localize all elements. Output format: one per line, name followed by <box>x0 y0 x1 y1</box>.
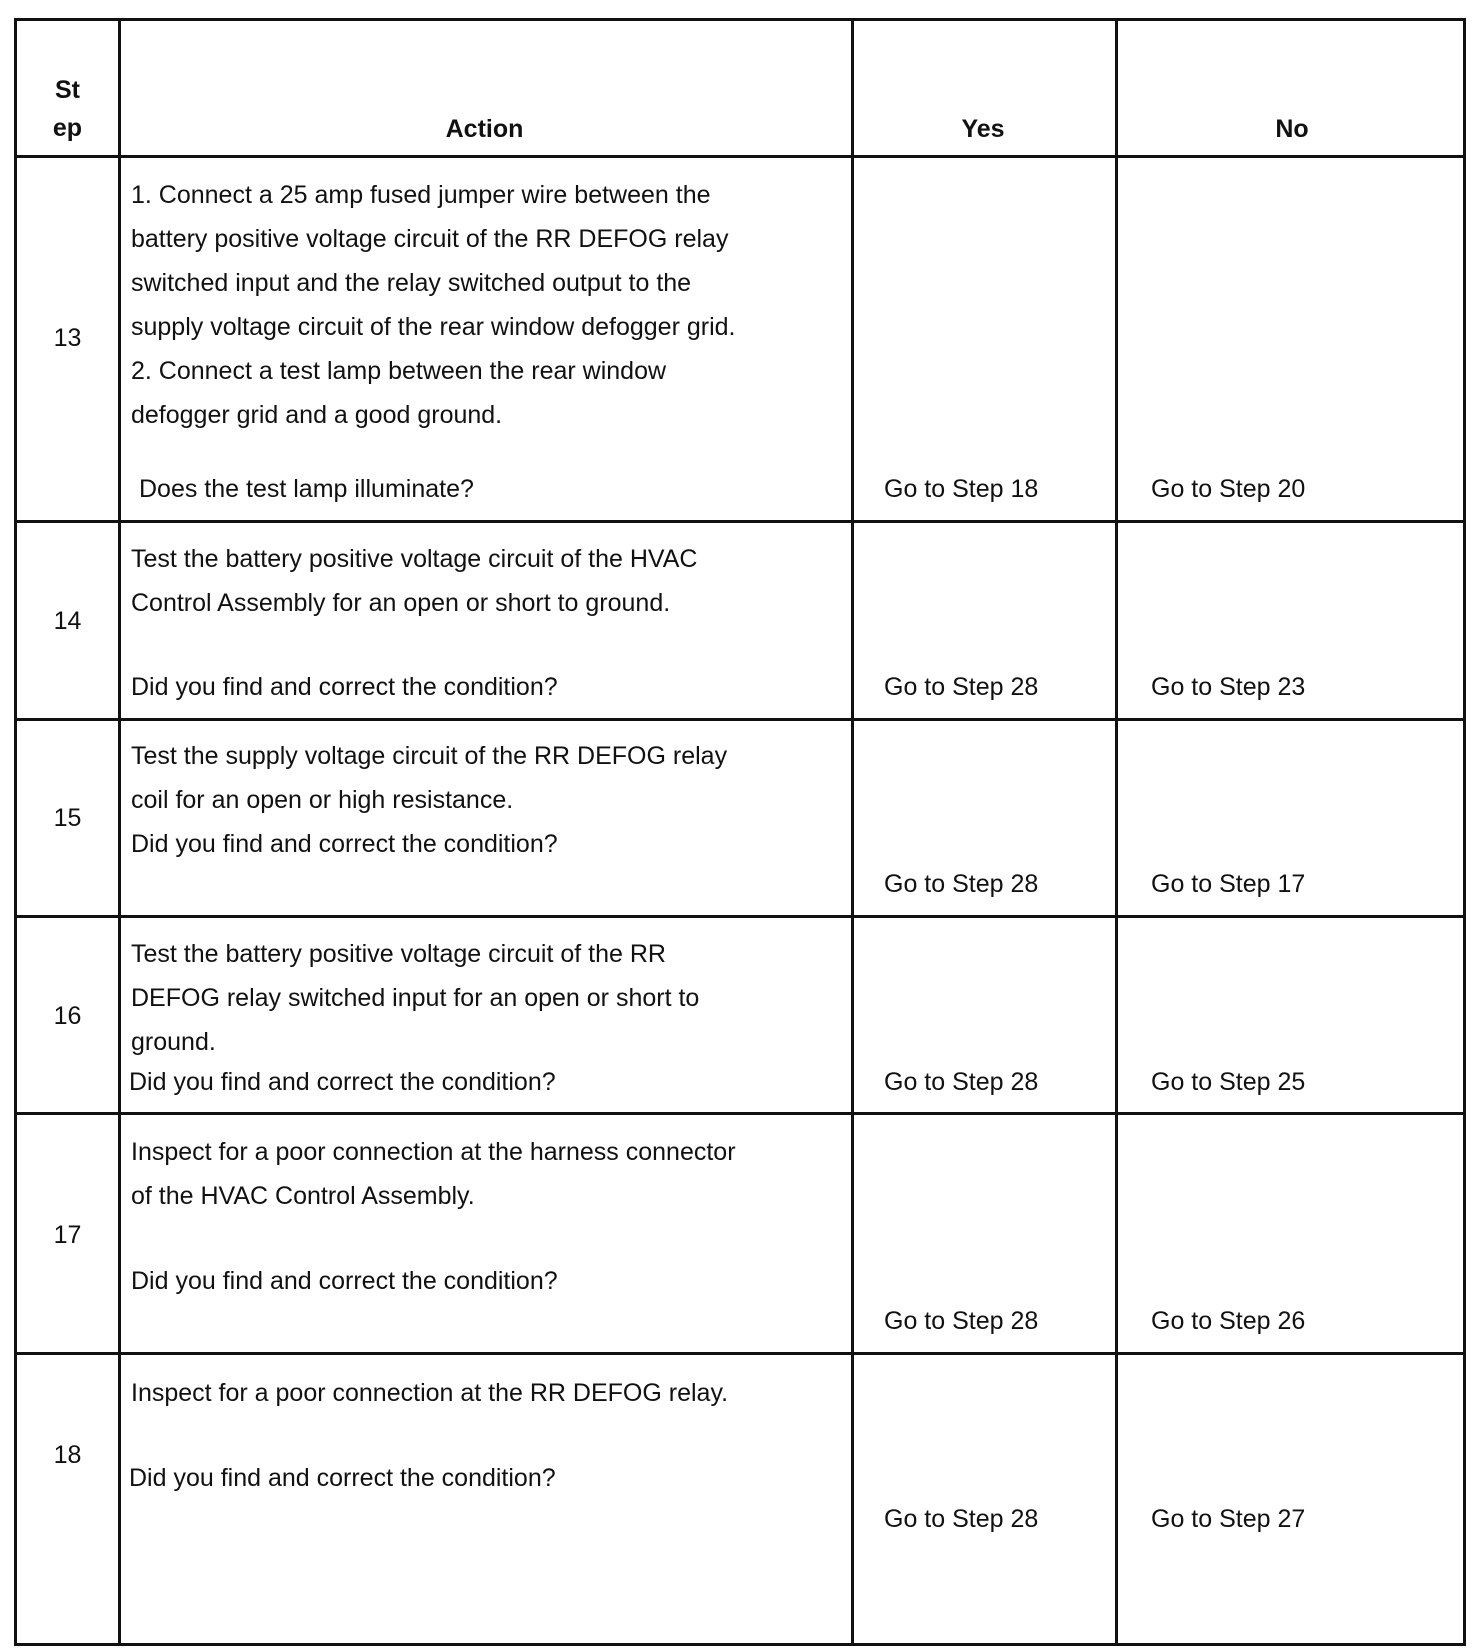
row-13-step: 13 <box>53 324 82 352</box>
col-divider-step <box>118 21 121 1643</box>
diagnostic-table <box>14 18 1466 1646</box>
row-divider-15 <box>17 915 1463 918</box>
header-action: Action <box>445 115 524 143</box>
row-divider-14 <box>17 718 1463 721</box>
row-16-action <box>131 932 699 1064</box>
row-17-line-2: of the HVAC Control Assembly. <box>131 1182 475 1210</box>
row-16-line-3: ground. <box>131 1028 216 1056</box>
row-15-no: Go to Step 17 <box>1151 870 1306 898</box>
row-15-line-1: Test the supply voltage circuit of the RR DEFOG relay <box>131 742 728 770</box>
row-16-line-1: Test the battery positive voltage circuit of the RR <box>131 940 666 968</box>
row-14-no: Go to Step 23 <box>1151 673 1306 701</box>
row-13-action <box>131 173 736 437</box>
row-16-yes: Go to Step 28 <box>884 1068 1039 1096</box>
row-15-action <box>131 734 727 866</box>
col-divider-yes <box>1115 21 1118 1643</box>
row-17-yes: Go to Step 28 <box>884 1307 1039 1335</box>
col-divider-action <box>851 21 854 1643</box>
row-15-step: 15 <box>53 804 82 832</box>
row-17-step: 17 <box>53 1221 82 1249</box>
row-15-question: Did you find and correct the condition? <box>131 830 558 858</box>
row-18-action <box>131 1371 728 1415</box>
header-yes: Yes <box>961 115 1005 143</box>
row-14-step: 14 <box>53 607 82 635</box>
row-18-line-1: Inspect for a poor connection at the RR DEFOG relay. <box>131 1379 729 1407</box>
row-14-line-1: Test the battery positive voltage circuit of the HVAC <box>131 545 698 573</box>
row-18-yes: Go to Step 28 <box>884 1505 1039 1533</box>
row-13-line-1: 1. Connect a 25 amp fused jumper wire between the <box>131 181 711 209</box>
row-divider-16 <box>17 1112 1463 1115</box>
row-17-action <box>131 1130 736 1218</box>
row-15-yes: Go to Step 28 <box>884 870 1039 898</box>
row-13-yes: Go to Step 18 <box>884 475 1039 503</box>
row-divider-header <box>17 155 1463 158</box>
row-13-line-2: battery positive voltage circuit of the RR DEFOG relay <box>131 225 729 253</box>
row-14-line-2: Control Assembly for an open or short to ground. <box>131 589 671 617</box>
row-18-no: Go to Step 27 <box>1151 1505 1306 1533</box>
row-13-question: Does the test lamp illuminate? <box>139 475 474 503</box>
row-17-line-1: Inspect for a poor connection at the harness connector <box>131 1138 736 1166</box>
row-17-no: Go to Step 26 <box>1151 1307 1306 1335</box>
row-17-question: Did you find and correct the condition? <box>131 1267 558 1295</box>
row-14-question: Did you find and correct the condition? <box>131 673 558 701</box>
row-15-line-2: coil for an open or high resistance. <box>131 786 514 814</box>
row-13-line-4: supply voltage circuit of the rear window defogger grid. <box>131 313 736 341</box>
row-16-question: Did you find and correct the condition? <box>129 1068 556 1096</box>
row-18-question: Did you find and correct the condition? <box>129 1464 556 1492</box>
row-13-line-6: defogger grid and a good ground. <box>131 401 503 429</box>
row-13-line-5: 2. Connect a test lamp between the rear window <box>131 357 667 385</box>
row-14-yes: Go to Step 28 <box>884 673 1039 701</box>
row-divider-13 <box>17 520 1463 523</box>
row-16-step: 16 <box>53 1002 82 1030</box>
row-16-line-2: DEFOG relay switched input for an open or short to <box>131 984 700 1012</box>
row-13-no: Go to Step 20 <box>1151 475 1306 503</box>
row-18-step: 18 <box>53 1441 82 1469</box>
header-step <box>17 71 118 147</box>
row-16-no: Go to Step 25 <box>1151 1068 1306 1096</box>
row-14-action <box>131 537 697 625</box>
row-13-line-3: switched input and the relay switched output to the <box>131 269 692 297</box>
row-divider-17 <box>17 1352 1463 1355</box>
header-step-line2: ep <box>52 114 83 142</box>
header-no: No <box>1275 115 1309 143</box>
header-step-line1: St <box>55 76 80 104</box>
